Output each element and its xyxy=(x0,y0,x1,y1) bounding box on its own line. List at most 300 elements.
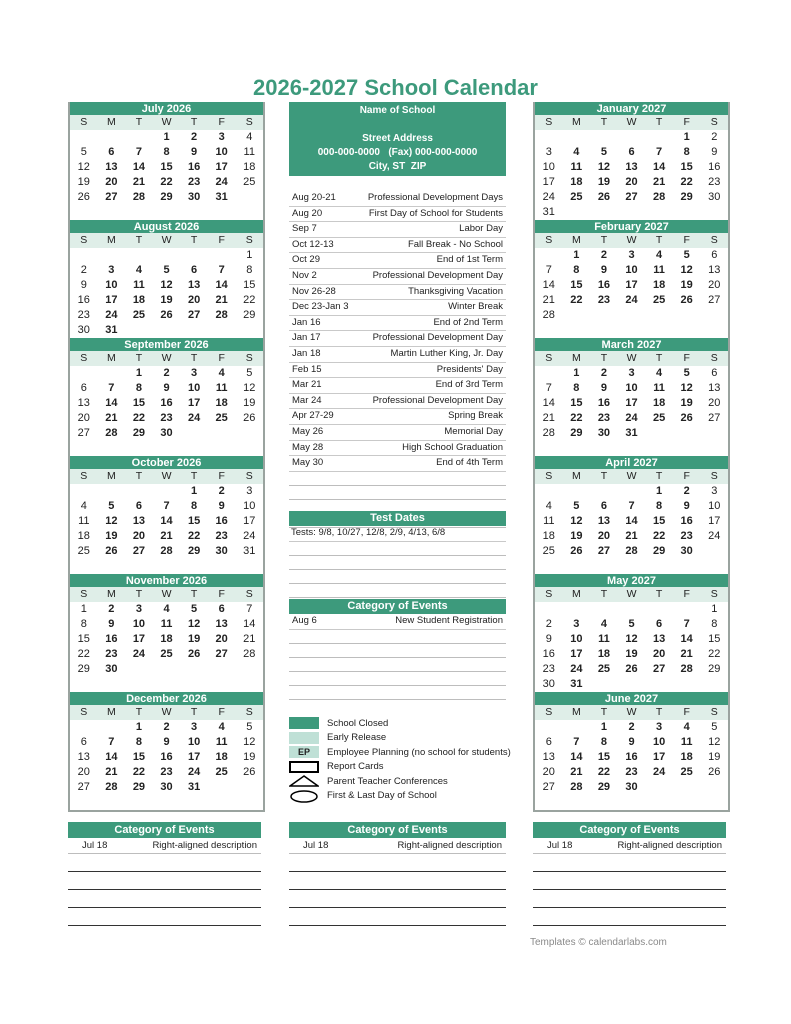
week-row xyxy=(70,130,263,145)
week-row xyxy=(535,248,728,263)
legend-item xyxy=(289,745,539,760)
day-cell: 16 xyxy=(160,397,173,409)
day-cell: 19 xyxy=(708,751,721,763)
month-block xyxy=(70,220,263,338)
month-title: October 2026 xyxy=(70,456,263,469)
day-cell: 9 xyxy=(218,500,225,512)
day-cell: 6 xyxy=(656,618,663,630)
day-cell: 27 xyxy=(77,781,90,793)
school-city: City, ST ZIP xyxy=(368,161,427,172)
day-cell: 15 xyxy=(570,279,583,291)
weekday-label: T xyxy=(190,116,198,128)
weekday-label: W xyxy=(626,588,637,600)
weekday-label: T xyxy=(600,470,608,482)
day-cell: 4 xyxy=(573,146,580,158)
day-cell: 1 xyxy=(573,367,580,379)
day-cell xyxy=(673,308,701,323)
day-cell xyxy=(700,677,728,692)
weekday-label: W xyxy=(626,234,637,246)
week-row xyxy=(535,308,728,323)
event-desc: Professional Development Day xyxy=(372,394,503,406)
day-cell: 14 xyxy=(160,515,173,527)
day-cell: 22 xyxy=(680,176,693,188)
day-cell xyxy=(125,662,153,677)
weekday-label: S xyxy=(710,234,718,246)
day-cell: 18 xyxy=(652,397,666,409)
month-title: April 2027 xyxy=(535,456,728,469)
bottom-category-left xyxy=(68,822,261,926)
weekday-label: S xyxy=(80,234,88,246)
day-cell xyxy=(645,677,673,692)
blank-line xyxy=(68,908,261,926)
day-cell: 24 xyxy=(652,766,666,778)
day-cell: 9 xyxy=(628,736,635,748)
day-cell xyxy=(208,662,236,677)
week-row xyxy=(70,190,263,205)
day-cell: 19 xyxy=(187,633,201,645)
day-cell xyxy=(208,426,236,441)
day-cell: 11 xyxy=(215,736,228,748)
day-cell: 12 xyxy=(570,515,583,527)
day-cell: 7 xyxy=(683,618,690,630)
day-cell: 17 xyxy=(625,279,638,291)
weekday-label: T xyxy=(600,352,608,364)
day-cell: 9 xyxy=(80,279,87,291)
week-row xyxy=(535,750,728,765)
test-dates-text: Tests: 9/8, 10/27, 12/8, 2/9, 4/13, 6/8 xyxy=(291,527,446,538)
day-cell: 24 xyxy=(570,663,583,675)
weekday-label: T xyxy=(600,588,608,600)
event-desc: Winter Break xyxy=(448,301,503,313)
day-cell: 21 xyxy=(160,530,173,542)
month-block xyxy=(70,574,263,692)
day-cell: 22 xyxy=(597,766,611,778)
legend-item xyxy=(289,789,539,804)
day-cell: 6 xyxy=(108,146,115,158)
weekday-label: S xyxy=(710,352,718,364)
event-row xyxy=(289,378,506,394)
day-cell: 30 xyxy=(77,324,90,336)
day-cell xyxy=(618,484,646,499)
day-cell xyxy=(590,677,618,692)
month-title: January 2027 xyxy=(535,102,728,115)
weekday-label: S xyxy=(545,588,553,600)
day-cell: 8 xyxy=(191,500,198,512)
day-cell: 3 xyxy=(628,249,635,261)
day-cell: 7 xyxy=(545,264,552,276)
event-date: May 26 xyxy=(292,425,324,437)
week-row xyxy=(70,175,263,190)
day-cell: 30 xyxy=(105,663,118,675)
day-cell: 4 xyxy=(246,131,253,143)
day-cell xyxy=(153,662,181,677)
day-cell: 3 xyxy=(656,721,663,733)
event-date: Feb 15 xyxy=(292,363,322,375)
bottom-category-heading: Category of Events xyxy=(533,822,726,838)
day-cell: 2 xyxy=(163,721,170,733)
day-cell xyxy=(563,130,591,145)
employee-planning-swatch: EP xyxy=(289,746,319,758)
day-cell: 14 xyxy=(625,515,638,527)
weekday-label: S xyxy=(545,234,553,246)
legend-label: First & Last Day of School xyxy=(327,790,437,802)
day-cell: 3 xyxy=(246,485,253,497)
event-date: Aug 20 xyxy=(292,207,323,219)
weekday-label: T xyxy=(190,588,198,600)
day-cell: 26 xyxy=(570,545,583,557)
day-cell: 18 xyxy=(597,648,611,660)
bottom-category-date: Jul 18 xyxy=(547,840,573,851)
day-cell: 15 xyxy=(652,515,666,527)
day-cell: 26 xyxy=(187,648,201,660)
day-cell xyxy=(125,484,153,499)
day-cell: 29 xyxy=(652,545,666,557)
day-cell: 25 xyxy=(215,412,228,424)
weekday-label: S xyxy=(80,706,88,718)
week-row xyxy=(70,308,263,323)
day-cell: 29 xyxy=(132,427,146,439)
day-cell xyxy=(563,205,591,220)
day-cell xyxy=(700,426,728,441)
day-cell xyxy=(535,484,563,499)
day-cell: 26 xyxy=(680,412,693,424)
event-row xyxy=(289,207,506,223)
day-cell xyxy=(700,205,728,220)
day-cell: 3 xyxy=(191,367,198,379)
day-cell: 8 xyxy=(683,146,690,158)
day-cell: 7 xyxy=(135,146,142,158)
day-cell: 20 xyxy=(708,397,721,409)
blank-line xyxy=(289,644,506,658)
weekday-header xyxy=(70,233,263,248)
event-date: Dec 23-Jan 3 xyxy=(292,301,349,313)
day-cell: 9 xyxy=(191,146,198,158)
day-cell: 15 xyxy=(132,397,146,409)
day-cell: 1 xyxy=(246,249,253,261)
week-row xyxy=(70,632,263,647)
day-cell: 17 xyxy=(708,515,721,527)
legend-label: School Closed xyxy=(327,717,389,729)
day-cell: 17 xyxy=(243,515,256,527)
day-cell: 11 xyxy=(680,736,693,748)
day-cell: 6 xyxy=(80,382,87,394)
day-cell: 10 xyxy=(215,146,228,158)
day-cell: 3 xyxy=(191,721,198,733)
week-row xyxy=(535,647,728,662)
week-row xyxy=(535,720,728,735)
week-row xyxy=(535,632,728,647)
day-cell xyxy=(535,602,563,617)
day-cell: 14 xyxy=(570,751,583,763)
day-cell: 6 xyxy=(191,264,198,276)
week-row xyxy=(70,720,263,735)
event-date: Mar 24 xyxy=(292,394,322,406)
legend-item xyxy=(289,731,539,746)
day-cell: 9 xyxy=(163,382,170,394)
day-cell: 18 xyxy=(570,176,583,188)
day-cell: 18 xyxy=(652,279,666,291)
day-cell: 13 xyxy=(652,633,666,645)
weekday-label: S xyxy=(80,116,88,128)
blank-line xyxy=(289,556,506,570)
weekday-label: W xyxy=(161,588,172,600)
day-cell: 18 xyxy=(215,397,228,409)
day-cell: 7 xyxy=(246,603,253,615)
event-date: Oct 12-13 xyxy=(292,238,334,250)
legend xyxy=(289,716,539,803)
bottom-category-desc: Right-aligned description xyxy=(397,840,502,851)
day-cell: 25 xyxy=(597,663,611,675)
day-cell: 20 xyxy=(132,530,146,542)
day-cell: 7 xyxy=(108,736,115,748)
week-row xyxy=(535,263,728,278)
day-cell xyxy=(590,484,618,499)
day-cell: 23 xyxy=(160,412,173,424)
day-cell xyxy=(590,308,618,323)
day-cell: 23 xyxy=(77,309,90,321)
weekday-label: T xyxy=(135,234,143,246)
day-cell: 7 xyxy=(218,264,225,276)
day-cell: 31 xyxy=(215,191,228,203)
week-row xyxy=(535,735,728,750)
day-cell: 12 xyxy=(187,618,201,630)
day-cell: 19 xyxy=(625,648,638,660)
weekday-label: F xyxy=(218,234,225,246)
event-desc: First Day of School for Students xyxy=(368,207,503,219)
day-cell: 4 xyxy=(135,264,142,276)
weekday-header xyxy=(535,233,728,248)
week-row xyxy=(535,544,728,559)
event-row xyxy=(289,456,506,472)
event-date: Mar 21 xyxy=(292,379,322,391)
blank-line xyxy=(289,672,506,686)
day-cell: 7 xyxy=(163,500,170,512)
event-desc: Thanksgiving Vacation xyxy=(408,285,503,297)
day-cell xyxy=(645,780,673,795)
day-cell: 18 xyxy=(680,751,693,763)
day-cell xyxy=(235,426,263,441)
month-title: May 2027 xyxy=(535,574,728,587)
school-address: Street Address xyxy=(362,133,433,144)
day-cell xyxy=(70,484,98,499)
day-cell: 30 xyxy=(680,545,693,557)
day-cell: 21 xyxy=(542,412,555,424)
day-cell: 23 xyxy=(542,663,555,675)
month-title: March 2027 xyxy=(535,338,728,351)
week-row xyxy=(535,381,728,396)
day-cell xyxy=(235,662,263,677)
weekday-label: T xyxy=(135,588,143,600)
week-row xyxy=(535,160,728,175)
weekday-label: M xyxy=(571,116,581,128)
day-cell: 27 xyxy=(708,294,721,306)
day-cell: 1 xyxy=(163,131,170,143)
weekday-label: T xyxy=(600,116,608,128)
weekday-label: F xyxy=(218,116,225,128)
month-block xyxy=(70,338,263,456)
month-block xyxy=(70,456,263,574)
blank-line xyxy=(68,872,261,890)
blank-line xyxy=(289,854,506,872)
day-cell: 27 xyxy=(105,191,118,203)
month-block xyxy=(535,220,728,338)
weekday-label: S xyxy=(545,470,553,482)
day-cell: 29 xyxy=(243,309,256,321)
day-cell: 10 xyxy=(243,500,256,512)
day-cell: 29 xyxy=(597,781,611,793)
weekday-label: M xyxy=(571,352,581,364)
day-cell xyxy=(673,780,701,795)
day-cell: 29 xyxy=(77,663,90,675)
legend-item xyxy=(289,716,539,731)
event-row xyxy=(289,331,506,347)
day-cell: 13 xyxy=(187,279,201,291)
day-cell: 6 xyxy=(545,736,552,748)
weekday-label: S xyxy=(545,706,553,718)
day-cell xyxy=(563,308,591,323)
day-cell: 26 xyxy=(77,191,90,203)
day-cell: 19 xyxy=(243,397,256,409)
week-row xyxy=(70,750,263,765)
day-cell: 29 xyxy=(570,427,583,439)
day-cell: 1 xyxy=(600,721,607,733)
day-cell: 1 xyxy=(191,485,198,497)
event-date: Oct 29 xyxy=(292,254,320,266)
day-cell: 18 xyxy=(215,751,228,763)
weekday-label: S xyxy=(245,470,253,482)
day-cell: 20 xyxy=(187,294,201,306)
event-desc: Memorial Day xyxy=(444,425,503,437)
event-desc: Martin Luther King, Jr. Day xyxy=(390,347,503,359)
day-cell: 5 xyxy=(246,367,253,379)
day-cell: 25 xyxy=(652,412,666,424)
day-cell: 14 xyxy=(105,751,118,763)
day-cell xyxy=(180,426,208,441)
day-cell: 19 xyxy=(680,397,693,409)
day-cell: 2 xyxy=(600,367,607,379)
weekday-label: M xyxy=(106,706,116,718)
week-row xyxy=(70,662,263,677)
event-row xyxy=(289,409,506,425)
weekday-label: F xyxy=(218,470,225,482)
day-cell: 2 xyxy=(163,367,170,379)
day-cell xyxy=(535,720,563,735)
day-cell: 23 xyxy=(708,176,721,188)
day-cell: 7 xyxy=(545,382,552,394)
day-cell xyxy=(590,205,618,220)
day-cell: 1 xyxy=(135,367,142,379)
day-cell: 2 xyxy=(628,721,635,733)
day-cell: 6 xyxy=(218,603,225,615)
day-cell xyxy=(618,677,646,692)
day-cell: 5 xyxy=(246,721,253,733)
day-cell xyxy=(535,366,563,381)
day-cell: 10 xyxy=(625,382,638,394)
events-list xyxy=(289,191,506,528)
blank-line xyxy=(289,630,506,644)
day-cell: 20 xyxy=(77,412,90,424)
weekday-label: S xyxy=(245,116,253,128)
day-cell: 26 xyxy=(243,412,256,424)
day-cell: 27 xyxy=(708,412,721,424)
weekday-label: T xyxy=(135,470,143,482)
day-cell: 11 xyxy=(243,146,255,158)
day-cell: 8 xyxy=(711,618,718,630)
event-row xyxy=(289,441,506,457)
day-cell xyxy=(645,426,673,441)
legend-item xyxy=(289,760,539,775)
day-cell: 4 xyxy=(218,367,225,379)
weekday-label: F xyxy=(683,588,690,600)
weekday-label: M xyxy=(571,588,581,600)
category-heading: Category of Events xyxy=(289,599,506,614)
legend-label: Parent Teacher Conferences xyxy=(327,775,448,787)
weekday-label: F xyxy=(683,706,690,718)
day-cell: 19 xyxy=(160,294,173,306)
weekday-header xyxy=(535,587,728,602)
day-cell: 21 xyxy=(542,294,555,306)
day-cell xyxy=(208,248,236,263)
bottom-category-desc: Right-aligned description xyxy=(152,840,257,851)
day-cell: 12 xyxy=(597,161,611,173)
day-cell: 8 xyxy=(135,736,142,748)
event-desc: Professional Development Day xyxy=(372,332,503,344)
event-row xyxy=(289,238,506,254)
day-cell: 28 xyxy=(652,191,666,203)
day-cell: 25 xyxy=(243,176,256,188)
day-cell: 28 xyxy=(132,191,146,203)
weekday-header xyxy=(70,705,263,720)
day-cell: 20 xyxy=(625,176,638,188)
day-cell: 31 xyxy=(243,545,256,557)
day-cell: 28 xyxy=(570,781,583,793)
day-cell: 5 xyxy=(573,500,580,512)
oval-icon xyxy=(289,790,319,802)
day-cell: 24 xyxy=(243,530,256,542)
category-row xyxy=(289,614,506,630)
week-row xyxy=(70,647,263,662)
day-cell: 2 xyxy=(218,485,225,497)
day-cell: 24 xyxy=(215,176,228,188)
day-cell: 8 xyxy=(163,146,170,158)
day-cell: 24 xyxy=(187,766,201,778)
day-cell xyxy=(180,323,208,338)
weekday-label: S xyxy=(80,352,88,364)
day-cell: 7 xyxy=(628,500,635,512)
day-cell xyxy=(208,323,236,338)
day-cell: 21 xyxy=(105,412,118,424)
day-cell: 4 xyxy=(656,249,663,261)
week-row xyxy=(70,263,263,278)
weekday-label: F xyxy=(218,706,225,718)
day-cell: 10 xyxy=(542,161,555,173)
day-cell: 12 xyxy=(243,382,256,394)
test-dates-heading: Test Dates xyxy=(289,511,506,526)
day-cell: 14 xyxy=(680,633,693,645)
day-cell: 25 xyxy=(542,545,555,557)
day-cell: 13 xyxy=(215,618,228,630)
blank-line xyxy=(533,890,726,908)
day-cell xyxy=(153,248,181,263)
weekday-label: T xyxy=(655,470,663,482)
event-row xyxy=(289,191,506,207)
weekday-label: T xyxy=(655,116,663,128)
weekday-label: W xyxy=(161,116,172,128)
day-cell xyxy=(645,308,673,323)
weekday-label: M xyxy=(571,470,581,482)
day-cell: 23 xyxy=(105,648,118,660)
blank-line xyxy=(289,908,506,926)
